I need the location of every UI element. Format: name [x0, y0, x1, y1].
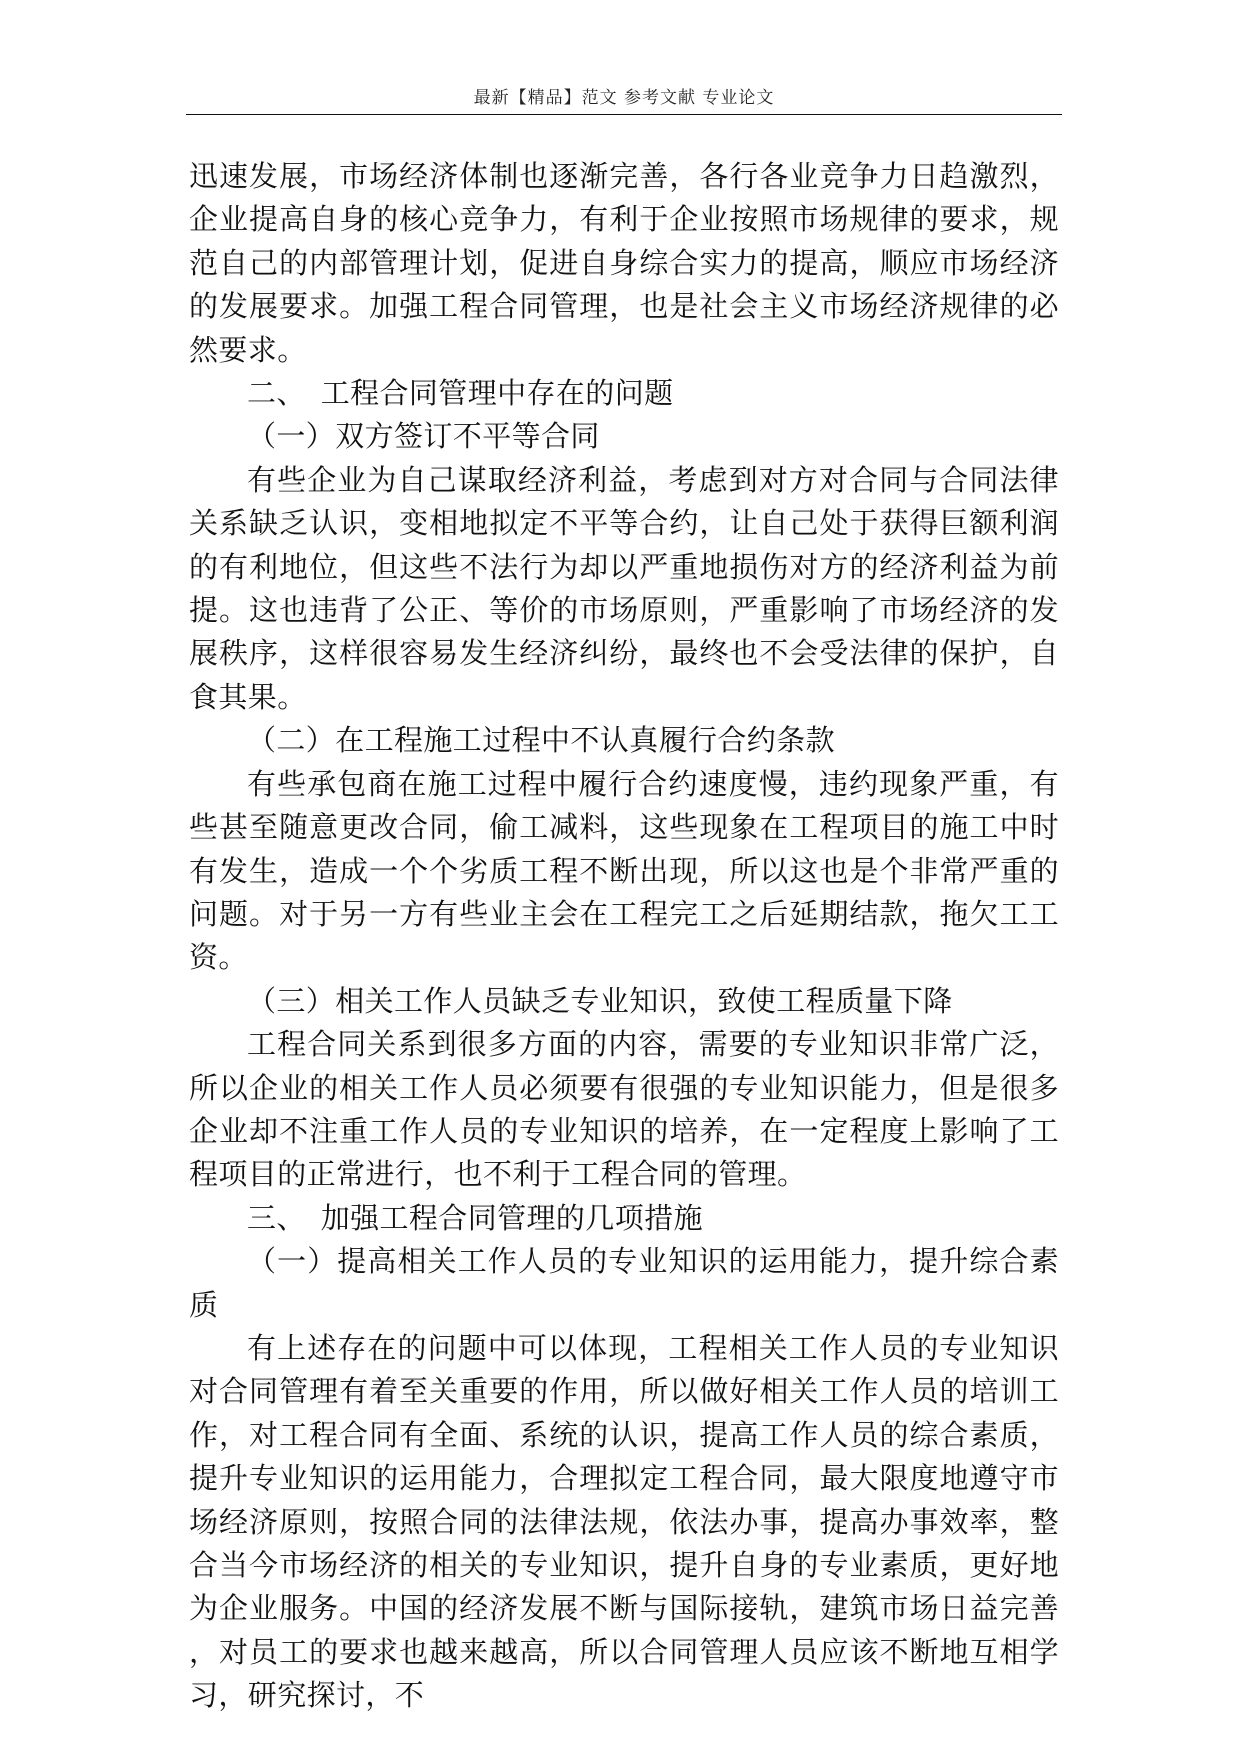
paragraph: 有些承包商在施工过程中履行合约速度慢，违约现象严重，有些甚至随意更改合同，偷工减料，这些现象在工程项目的施工中时有发生，造成一个个劣质工程不断出现，所以这也是个非常严重的问题。对于另一方有些业主会在工程完工之后延期结款，拖欠工工资。	[189, 766, 1059, 975]
subsection-heading-2-3: （三）相关工作人员缺乏专业知识，致使工程质量下降	[247, 983, 953, 1018]
page-header: 最新【精品】范文 参考文献 专业论文	[473, 88, 775, 108]
paragraph: 有些企业为自己谋取经济利益，考虑到对方对合同与合同法律关系缺乏认识，变相地拟定不平等合约，让自己处于获得巨额利润的有利地位，但这些不法行为却以严重地损伤对方的经济利益为前提。这也违背了公正、等价的市场原则，严重影响了市场经济的发展秩序，这样很容易发生经济纠纷，最终也不会受法律的保护，自食其果。	[189, 462, 1059, 714]
subsection-heading-2-1: （一）双方签订不平等合同	[247, 419, 600, 454]
paragraph: 工程合同关系到很多方面的内容，需要的专业知识非常广泛，所以企业的相关工作人员必须要有很强的专业知识能力，但是很多企业却不注重工作人员的专业知识的培养，在一定程度上影响了工程项目的正常进行，也不利于工程合同的管理。	[189, 1027, 1059, 1192]
section-heading-3: 三、 加强工程合同管理的几项措施	[247, 1200, 703, 1235]
section-heading-2: 二、 工程合同管理中存在的问题	[247, 376, 674, 411]
document-body	[189, 155, 1059, 1718]
header-rule	[186, 114, 1062, 115]
paragraph: 有上述存在的问题中可以体现，工程相关工作人员的专业知识对合同管理有着至关重要的作用，所以做好相关工作人员的培训工作，对工程合同有全面、系统的认识，提高工作人员的综合素质，提升专业知识的运用能力，合理拟定工程合同，最大限度地遵守市场经济原则，按照合同的法律法规，依法办事，提高办事效率，整合当今市场经济的相关的专业知识，提升自身的专业素质，更好地为企业服务。中国的经济发展不断与国际接轨，建筑市场日益完善，对员工的要求也越来越高，所以合同管理人员应该不断地互相学习，研究探讨，不	[189, 1330, 1059, 1713]
subsection-heading-3-1: （一）提高相关工作人员的专业知识的运用能力，提升综合素质	[189, 1244, 1059, 1322]
subsection-heading-2-2: （二）在工程施工过程中不认真履行合约条款	[247, 723, 836, 758]
paragraph-continuation: 迅速发展，市场经济体制也逐渐完善，各行各业竞争力日趋激烈，企业提高自身的核心竞争力，有利于企业按照市场规律的要求，规范自己的内部管理计划，促进自身综合实力的提高，顺应市场经济的发展要求。加强工程合同管理，也是社会主义市场经济规律的必然要求。	[189, 159, 1059, 367]
